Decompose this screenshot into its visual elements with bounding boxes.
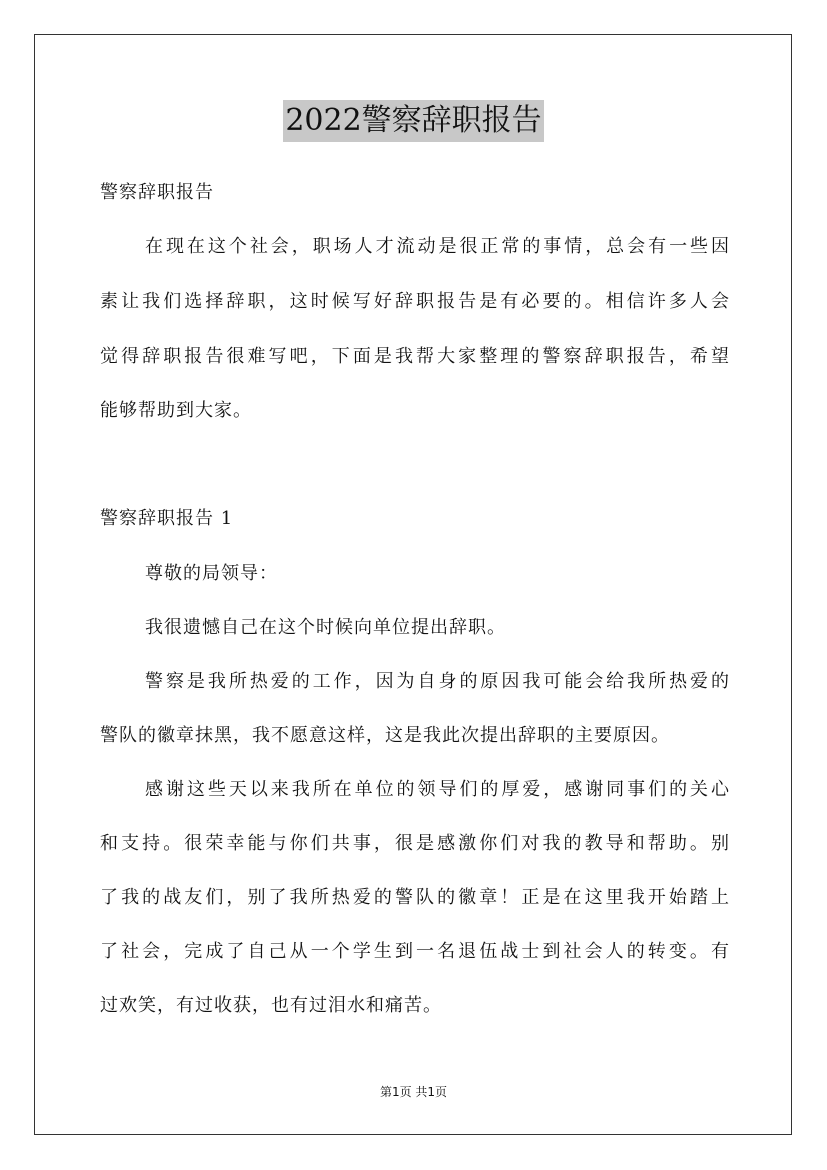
document-title: 2022警察辞职报告 — [283, 100, 543, 142]
section-heading: 警察辞职报告 — [100, 182, 214, 203]
intro-line: 能够帮助到大家。 — [100, 400, 252, 421]
paragraph-line: 警队的徽章抹黑，我不愿意这样，这是我此次提出辞职的主要原因。 — [100, 725, 670, 746]
intro-line: 觉得辞职报告很难写吧，下面是我帮大家整理的警察辞职报告，希望 — [100, 346, 730, 367]
paragraph-line: 了社会，完成了自己从一个学生到一名退伍战士到社会人的转变。有 — [100, 941, 730, 962]
paragraph-line: 我很遗憾自己在这个时候向单位提出辞职。 — [145, 617, 506, 638]
salutation: 尊敬的局领导： — [145, 563, 278, 584]
intro-line: 素让我们选择辞职，这时候写好辞职报告是有必要的。相信许多人会 — [100, 291, 730, 312]
paragraph-line: 过欢笑，有过收获，也有过泪水和痛苦。 — [100, 995, 442, 1016]
paragraph-line: 警察是我所热爱的工作，因为自身的原因我可能会给我所热爱的 — [145, 671, 730, 692]
paragraph-line: 感谢这些天以来我所在单位的领导们的厚爱，感谢同事们的关心 — [145, 779, 730, 800]
title-container — [0, 100, 827, 142]
section-heading: 警察辞职报告 1 — [100, 508, 234, 529]
page-footer: 第1页 共1页 — [379, 1085, 448, 1099]
paragraph-line: 和支持。很荣幸能与你们共事，很是感激你们对我的教导和帮助。别 — [100, 833, 730, 854]
intro-line: 在现在这个社会，职场人才流动是很正常的事情，总会有一些因 — [145, 236, 730, 257]
paragraph-line: 了我的战友们，别了我所热爱的警队的徽章！正是在这里我开始踏上 — [100, 887, 730, 908]
